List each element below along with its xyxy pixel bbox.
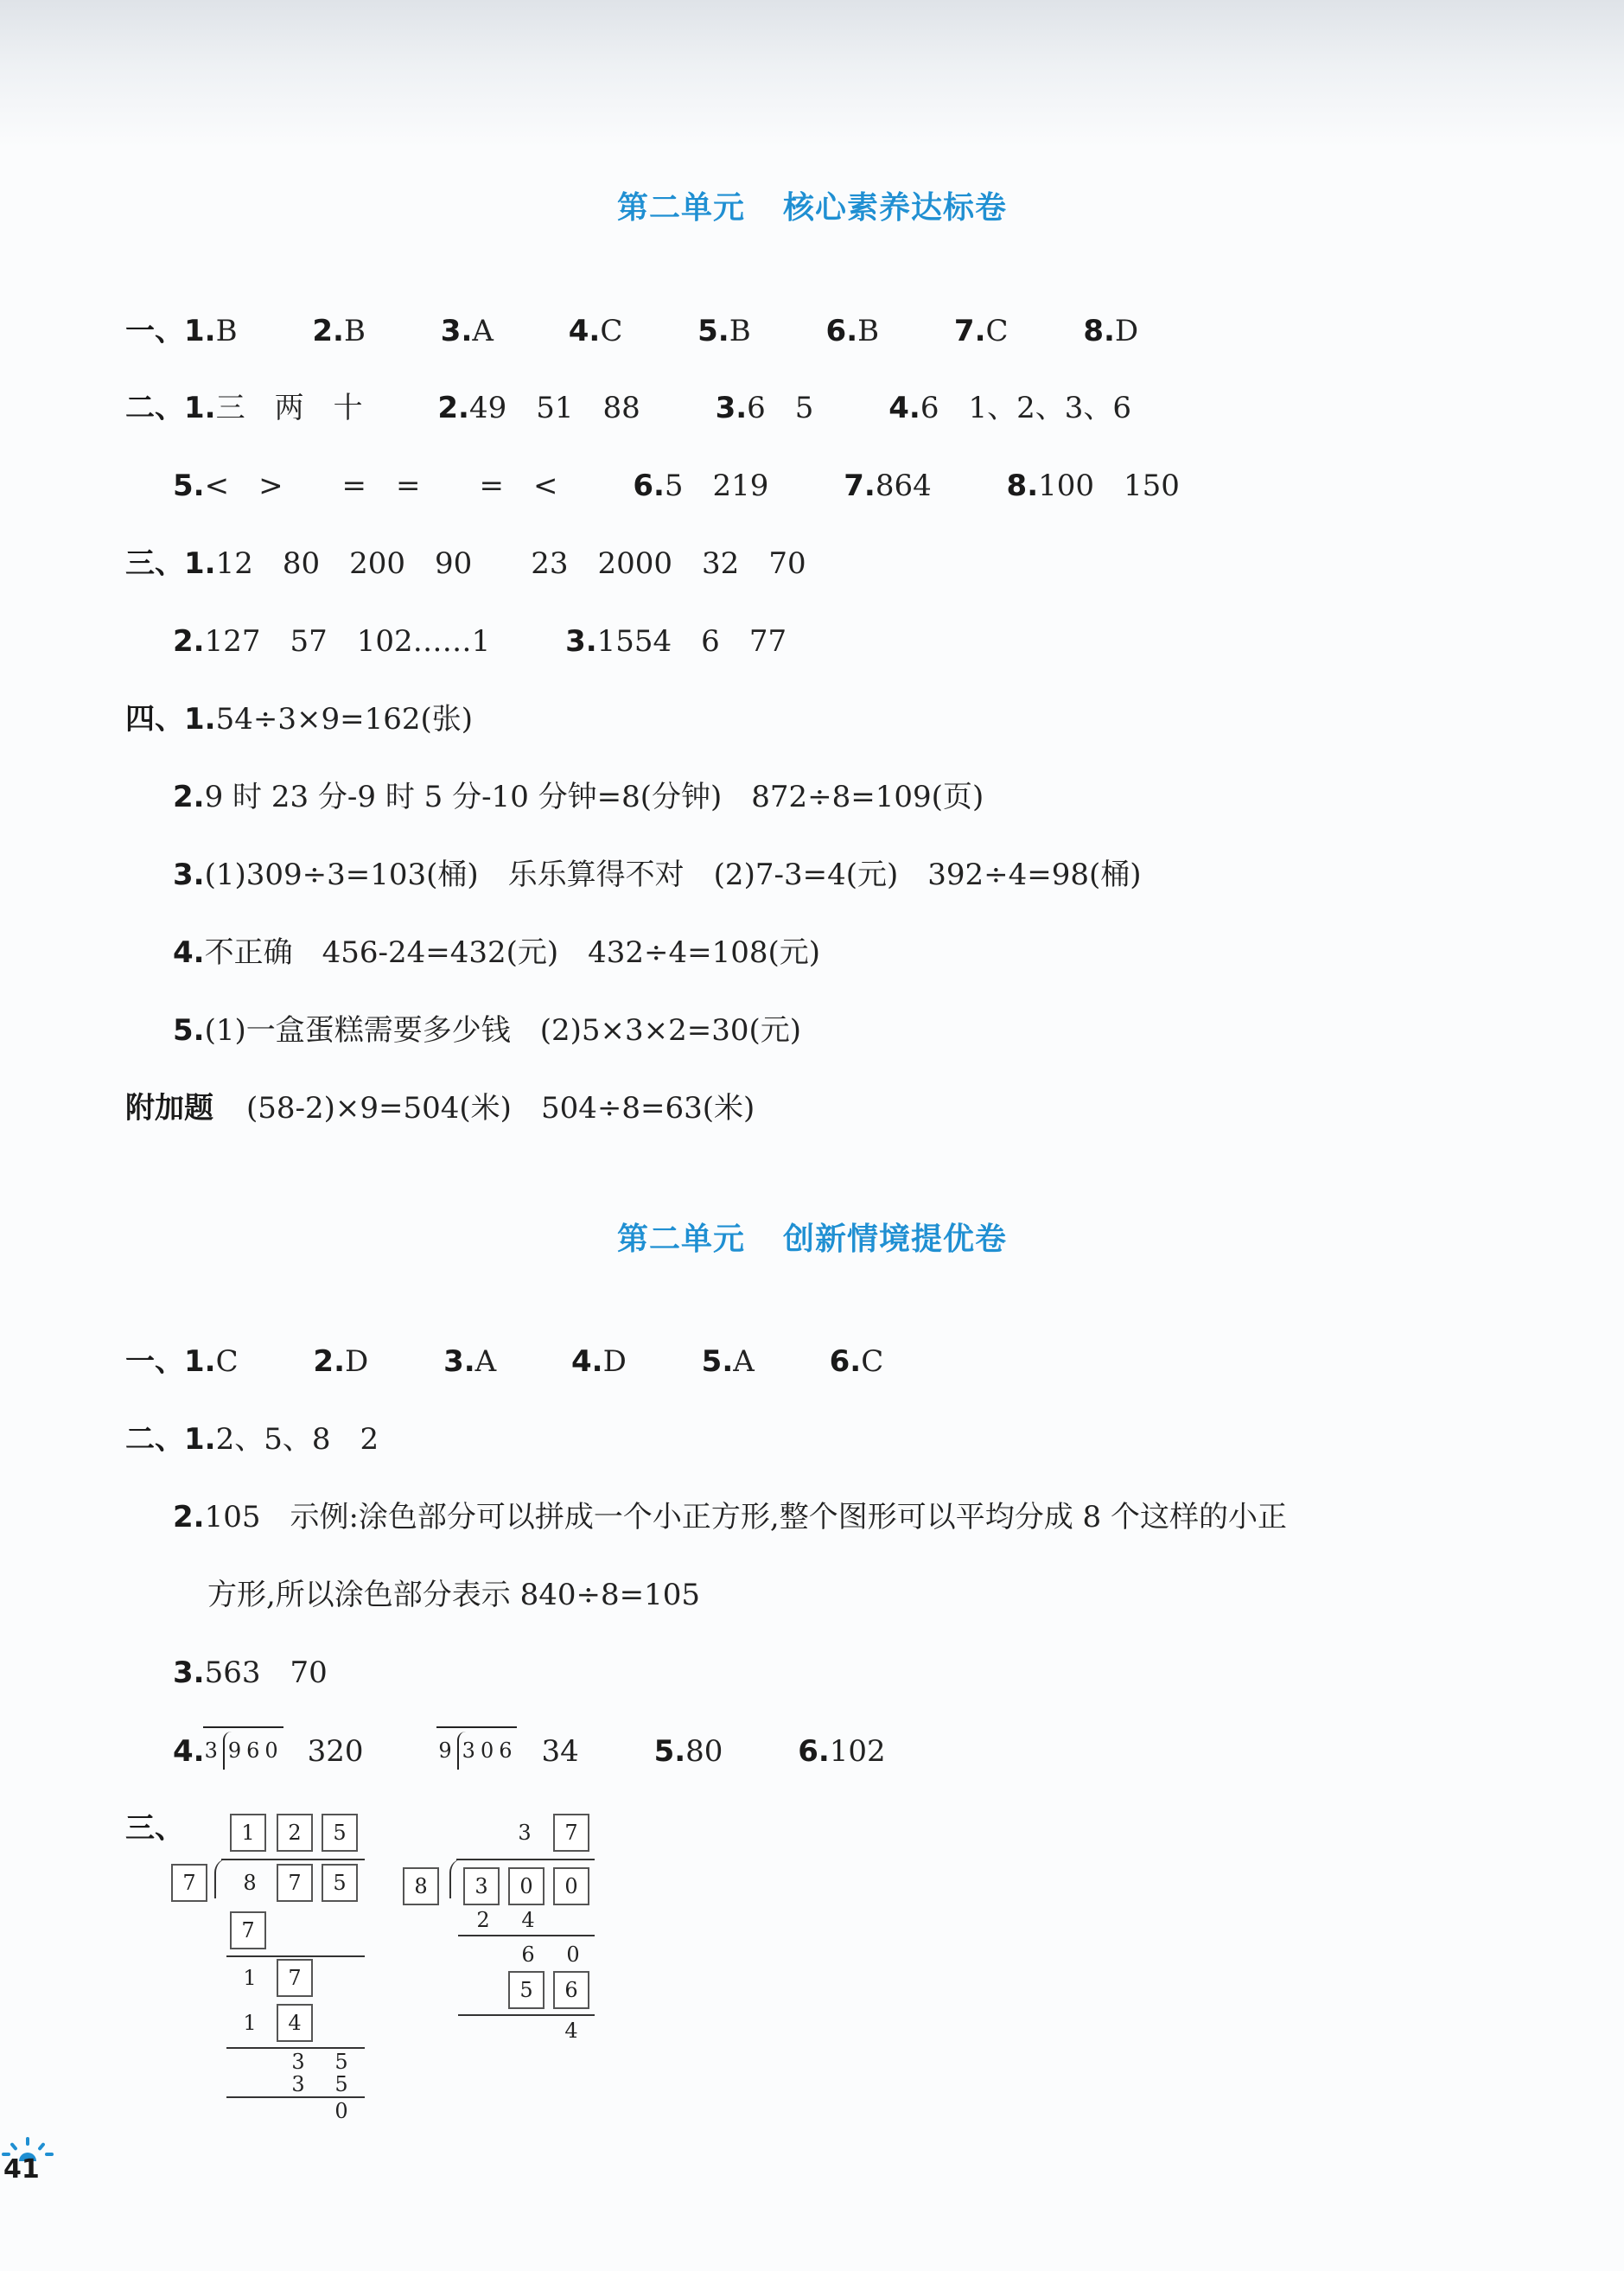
q-ans: D bbox=[602, 1344, 627, 1379]
q-ans: (1)309÷3=103(桶) 乐乐算得不对 (2)7-3=4(元) 392÷4=98(桶) bbox=[204, 858, 1142, 892]
step-digit: 2 bbox=[476, 1908, 490, 1932]
extra-label: 附加题 bbox=[125, 1091, 213, 1126]
q-num: 2. bbox=[437, 391, 469, 425]
q-ans: B bbox=[343, 314, 366, 348]
answer-row-2-2-3 bbox=[173, 1654, 328, 1692]
q-ans: 9 时 23 分-9 时 5 分-10 分钟=8(分钟) 872÷8=109(页) bbox=[204, 780, 984, 814]
remainder-digit: 0 bbox=[334, 2099, 348, 2123]
q-num: 1. bbox=[184, 702, 216, 737]
part-label: 三、 bbox=[125, 546, 184, 581]
answer-row-extra bbox=[125, 1089, 755, 1127]
q-num: 2. bbox=[173, 780, 205, 814]
subtract-line bbox=[458, 2014, 595, 2016]
q-num: 1. bbox=[184, 546, 216, 581]
answer-row-1-3b bbox=[173, 622, 787, 660]
q-ans: 三 两 十 bbox=[215, 391, 363, 425]
step-digit: 5 bbox=[334, 2072, 348, 2096]
q-ans: D bbox=[1114, 314, 1139, 348]
step-digit-box: 5 bbox=[508, 1971, 545, 2009]
q-num: 2. bbox=[173, 624, 205, 659]
step-digit: 3 bbox=[291, 2072, 305, 2096]
q-ans: C bbox=[600, 314, 623, 348]
extra-ans: (58-2)×9=504(米) 504÷8=63(米) bbox=[246, 1091, 755, 1126]
part-label: 四、 bbox=[125, 702, 184, 737]
answer-row-1-4-1 bbox=[125, 700, 473, 738]
q-num: 3. bbox=[715, 391, 748, 425]
page-number: 41 bbox=[3, 2154, 40, 2185]
q-num: 3. bbox=[565, 624, 597, 659]
q-num: 8. bbox=[1083, 314, 1115, 348]
answer-row-2-2-2-cont bbox=[207, 1576, 700, 1614]
q-ans: 5 219 bbox=[664, 469, 769, 503]
subtract-line bbox=[226, 1955, 365, 1957]
q-ans: D bbox=[344, 1344, 369, 1379]
answer-row-2-1 bbox=[125, 1343, 883, 1381]
answer-row-1-4-4 bbox=[173, 934, 820, 972]
step-digit: 3 bbox=[291, 2050, 305, 2074]
step-digit: 4 bbox=[521, 1908, 535, 1932]
q-num: 6. bbox=[633, 469, 665, 503]
q-ans: 34 bbox=[541, 1734, 579, 1769]
q-num: 3. bbox=[440, 314, 473, 348]
q-num: 4. bbox=[888, 391, 920, 425]
q-ans: 6 5 bbox=[747, 391, 814, 425]
q-num: 5. bbox=[701, 1344, 734, 1379]
q-ans: A bbox=[472, 314, 494, 348]
q-num: 4. bbox=[173, 1734, 205, 1769]
part-label: 二、 bbox=[125, 1422, 184, 1457]
step-digit: 0 bbox=[566, 1942, 580, 1967]
dividend: 306 bbox=[457, 1732, 518, 1770]
section-title-innovation bbox=[0, 1215, 1624, 1259]
section-unit-label: 第二单元 bbox=[616, 1222, 745, 1257]
answer-row-1-4-2 bbox=[173, 778, 984, 816]
q-ans: 49 51 88 bbox=[468, 391, 640, 425]
q-ans: < > = = = < bbox=[204, 469, 558, 503]
long-division-inline-1 bbox=[205, 1732, 283, 1770]
step-digit-box: 4 bbox=[277, 2004, 313, 2042]
quotient-digit-box: 1 bbox=[230, 1814, 266, 1852]
division-bracket bbox=[214, 1859, 230, 1898]
q-ans: 105 示例:涂色部分可以拼成一个小正方形,整个图形可以平均分成 8 个这样的小正 bbox=[204, 1500, 1287, 1534]
answer-row-2-3 bbox=[125, 1809, 184, 1847]
q-num: 8. bbox=[1006, 469, 1039, 503]
quotient-digit-box: 5 bbox=[322, 1814, 358, 1852]
q-num: 6. bbox=[829, 1344, 862, 1379]
step-digit-box: 6 bbox=[553, 1971, 589, 2009]
q-num: 5. bbox=[653, 1734, 686, 1769]
q-num: 4. bbox=[568, 314, 601, 348]
q-ans: 12 80 200 90 23 2000 32 70 bbox=[215, 546, 806, 581]
q-ans: C bbox=[861, 1344, 884, 1379]
q-ans: B bbox=[857, 314, 880, 348]
answer-row-1-1 bbox=[125, 312, 1138, 350]
division-bar bbox=[456, 1859, 595, 1860]
q-ans: C bbox=[215, 1344, 239, 1379]
dividend-digit-box: 0 bbox=[508, 1867, 545, 1905]
dividend-digit-box: 5 bbox=[322, 1864, 358, 1902]
dividend-digit: 8 bbox=[243, 1871, 257, 1895]
step-digit-box: 7 bbox=[230, 1911, 266, 1949]
long-division-inline-2 bbox=[438, 1732, 517, 1770]
division-bar bbox=[221, 1859, 365, 1860]
page-number-badge bbox=[0, 2135, 55, 2187]
q-ans: (1)一盒蛋糕需要多少钱 (2)5×3×2=30(元) bbox=[204, 1013, 802, 1048]
step-digit-box: 7 bbox=[277, 1959, 313, 1997]
q-ans: 不正确 456-24=432(元) 432÷4=108(元) bbox=[204, 935, 821, 970]
answer-row-1-2a bbox=[125, 389, 1131, 427]
remainder-digit: 4 bbox=[564, 2019, 578, 2043]
q-ans: 2、5、8 2 bbox=[215, 1422, 379, 1457]
quotient-digit: 3 bbox=[518, 1821, 532, 1845]
answer-row-2-2-4 bbox=[173, 1732, 886, 1770]
divisor-box: 8 bbox=[403, 1867, 439, 1905]
part-label: 一、 bbox=[125, 314, 184, 348]
step-digit: 1 bbox=[243, 2011, 257, 2035]
q-num: 3. bbox=[173, 1655, 205, 1690]
step-digit: 5 bbox=[334, 2050, 348, 2074]
q-num: 2. bbox=[312, 314, 344, 348]
divisor: 3 bbox=[204, 1738, 223, 1763]
q-ans: A bbox=[733, 1344, 755, 1379]
q-ans: C bbox=[985, 314, 1009, 348]
section-name: 核心素养达标卷 bbox=[783, 190, 1008, 226]
q-num: 5. bbox=[173, 469, 205, 503]
q-num: 2. bbox=[313, 1344, 345, 1379]
q-ans: 1554 6 77 bbox=[596, 624, 787, 659]
dividend-digit-box: 7 bbox=[277, 1864, 313, 1902]
q-num: 1. bbox=[184, 1422, 216, 1457]
q-num: 1. bbox=[184, 1344, 216, 1379]
q-num: 6. bbox=[798, 1734, 830, 1769]
q-ans-continued: 方形,所以涂色部分表示 840÷8=105 bbox=[207, 1578, 701, 1612]
q-ans: 563 70 bbox=[204, 1655, 328, 1690]
answer-row-1-2b bbox=[173, 467, 1180, 505]
section-name: 创新情境提优卷 bbox=[783, 1222, 1008, 1257]
dividend: 960 bbox=[223, 1732, 283, 1770]
q-ans: 100 150 bbox=[1038, 469, 1180, 503]
q-num: 5. bbox=[173, 1013, 205, 1048]
q-ans: A bbox=[474, 1344, 497, 1379]
answer-row-1-3a bbox=[125, 545, 806, 583]
q-num: 4. bbox=[173, 935, 205, 970]
answer-row-2-2-2 bbox=[173, 1498, 1287, 1536]
q-ans: 864 bbox=[875, 469, 932, 503]
quotient-digit-box: 2 bbox=[277, 1814, 313, 1852]
part-label: 二、 bbox=[125, 391, 184, 425]
step-digit: 6 bbox=[521, 1942, 535, 1967]
q-ans: 80 bbox=[685, 1734, 723, 1769]
page-top-band bbox=[0, 0, 1624, 147]
q-ans: 54÷3×9=162(张) bbox=[215, 702, 473, 737]
section-title-core bbox=[0, 183, 1624, 227]
q-ans: B bbox=[215, 314, 238, 348]
section-unit-label: 第二单元 bbox=[616, 190, 745, 226]
divisor-box: 7 bbox=[171, 1864, 207, 1902]
q-num: 7. bbox=[953, 314, 986, 348]
part-label: 三、 bbox=[125, 1811, 184, 1846]
q-num: 1. bbox=[184, 314, 216, 348]
q-num: 3. bbox=[443, 1344, 475, 1379]
q-ans: B bbox=[729, 314, 751, 348]
part-label: 一、 bbox=[125, 1344, 184, 1379]
q-num: 7. bbox=[844, 469, 876, 503]
q-num: 6. bbox=[825, 314, 858, 348]
divisor: 9 bbox=[438, 1738, 457, 1763]
step-digit: 1 bbox=[243, 1966, 257, 1990]
q-num: 4. bbox=[571, 1344, 603, 1379]
answer-row-2-2-1 bbox=[125, 1420, 379, 1458]
q-num: 2. bbox=[173, 1500, 205, 1534]
q-ans: 6 1、2、3、6 bbox=[920, 391, 1131, 425]
quotient-digit-box: 7 bbox=[553, 1814, 589, 1852]
answer-row-1-4-5 bbox=[173, 1011, 801, 1049]
q-num: 5. bbox=[697, 314, 729, 348]
q-ans: 320 bbox=[307, 1734, 364, 1769]
q-num: 1. bbox=[184, 391, 216, 425]
q-num: 3. bbox=[173, 858, 205, 892]
q-ans: 127 57 102……1 bbox=[204, 624, 491, 659]
dividend-digit-box: 3 bbox=[463, 1867, 500, 1905]
q-ans: 102 bbox=[829, 1734, 886, 1769]
subtract-line bbox=[458, 1935, 595, 1936]
dividend-digit-box: 0 bbox=[553, 1867, 589, 1905]
answer-row-1-4-3 bbox=[173, 856, 1142, 894]
